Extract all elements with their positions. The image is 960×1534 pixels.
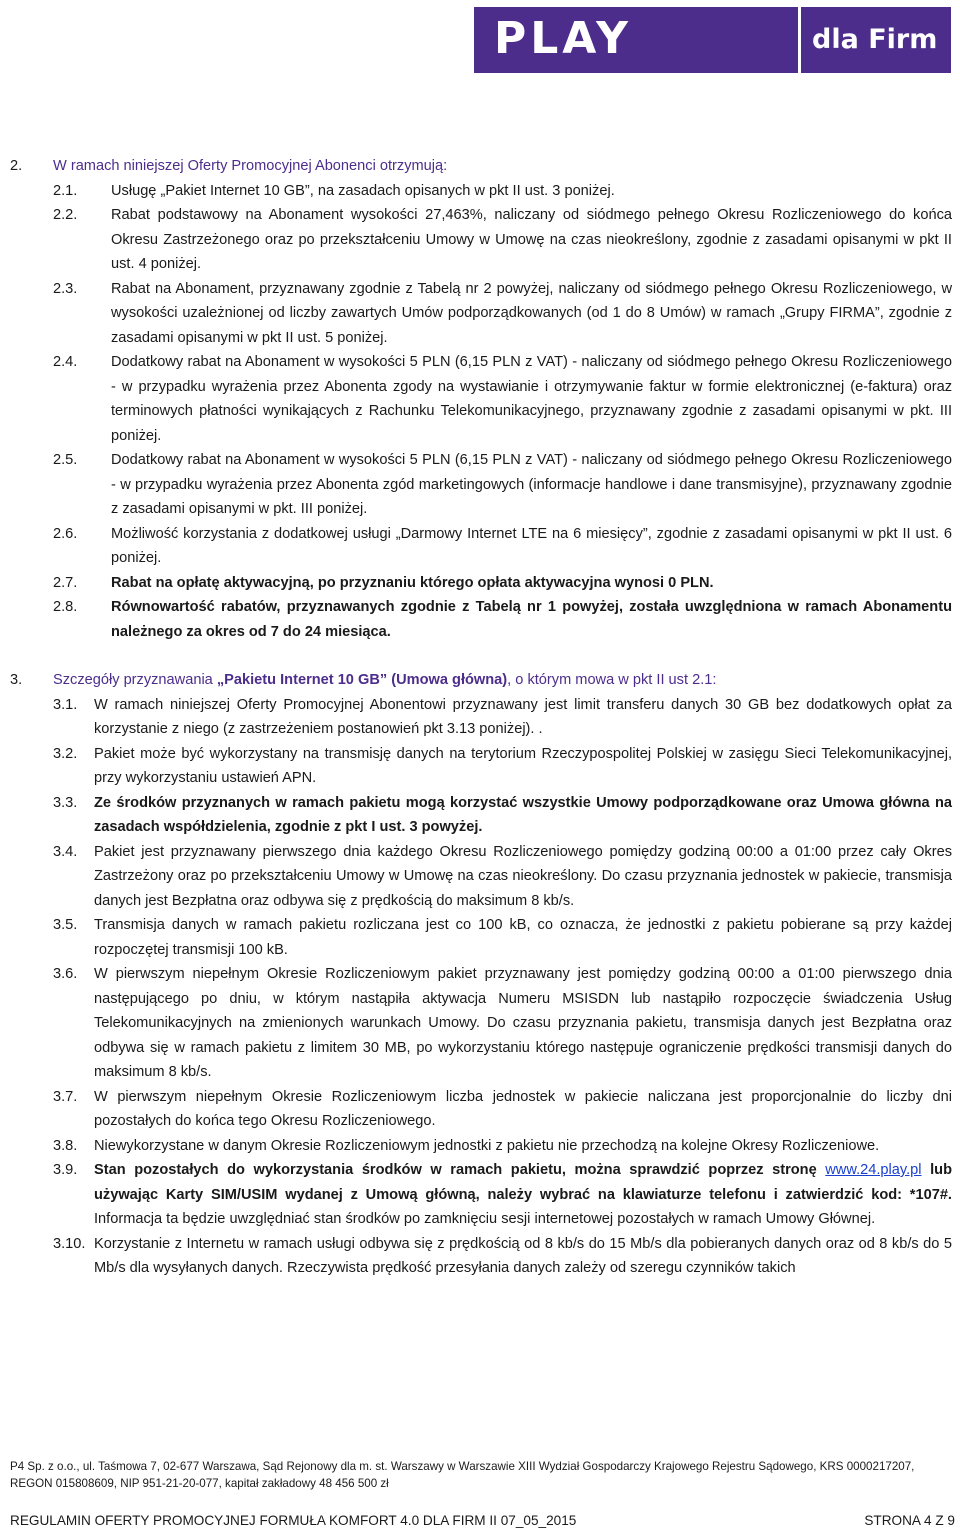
list-item [10, 1085, 952, 1134]
play-dla-firm-logo [474, 7, 951, 73]
item-number: 2.8. [53, 599, 78, 615]
list-item [10, 277, 952, 351]
section-title: W ramach niniejszej Oferty Promocyjnej Abonenci otrzymują: [53, 158, 448, 174]
item-text: Niewykorzystane w danym Okresie Rozliczeniowym jednostki z pakietu nie przechodzą na kolejne Okresy Rozliczeniowe. [94, 1137, 880, 1154]
item-number: 2.2. [53, 207, 78, 223]
item-number: 2.3. [53, 280, 78, 297]
logo-play-text: PLAY [494, 13, 632, 64]
document-body [10, 154, 952, 1281]
item-text: W ramach niniejszej Oferty Promocyjnej Abonentowi przyznawany jest limit transferu danych 30 GB bez dodatkowych opłat za korzystanie z niego (z zastrzeżeniem postanowień pkt 3.13 poniżej). . [94, 696, 952, 737]
item-text: Ze środków przyznanych w ramach pakietu mogą korzystać wszystkie Umowy podporządkowane oraz Umowa główna na zasadach współdzielenia, zgodnie z pkt I ust. 3 powyżej. [94, 794, 952, 835]
item-text: Usługę „Pakiet Internet 10 GB”, na zasadach opisanych w pkt II ust. 3 poniżej. [111, 182, 615, 199]
item-text: W pierwszym niepełnym Okresie Rozliczeniowym pakiet przyznawany jest pomiędzy godziną 00:00 a 01:00 pierwszego dnia następującego po dniu, w którym nastąpiła aktywacja Numeru MSISDN lub nastąpiło rozpoczęcie świadczenia Usług Telekomunikacyjnych na zmienionych warunkach Umowy. Do czasu przyznania pakietu, transmisja danych jest Bezpłatna oraz odbywa się w ramach pakietu z limitem 30 MB, po wykorzystaniu którego następuje ograniczenie prędkości transmisji danych do maksimum 8 kb/s. [94, 966, 952, 1080]
item-text: Korzystanie z Internetu w ramach usługi odbywa się z prędkością od 8 kb/s do 15 Mb/s dla pobieranych danych oraz od 8 kb/s do 5 Mb/s dla wysyłanych danych. Rzeczywista prędkość przesyłania danych zależy od szeregu czynników takich [94, 1235, 952, 1276]
list-item [10, 742, 952, 791]
section-3 [10, 668, 952, 693]
section-title [53, 672, 716, 688]
logo-sub-text: dla Firm [812, 24, 938, 55]
item-text: Pakiet jest przyznawany pierwszego dnia każdego Okresu Rozliczeniowego pomiędzy godziną 00:00 a 01:00 przez cały Okres Zastrzeżony oraz po przekształceniu Umowy w Umowę na czas nieokreślony. Do czasu przyznania jednostek w pakiecie, transmisja danych jest Bezpłatna oraz odbywa się z prędkością do maksimum 8 kb/s. [94, 843, 952, 909]
item-text: W pierwszym niepełnym Okresie Rozliczeniowym liczba jednostek w pakiecie naliczana jest proporcjonalnie do liczby dni pozostałych do końca tego Okresu Rozliczeniowego. [94, 1088, 952, 1129]
item-number: 3.4. [53, 843, 78, 860]
list-item [10, 179, 952, 204]
item-number: 3.6. [53, 966, 78, 982]
section-number: 3. [10, 672, 23, 688]
item-text: Rabat na Abonament, przyznawany zgodnie z Tabelą nr 2 powyżej, naliczany od siódmego pełnego Okresu Rozliczeniowego, w wysokości uzależnionej od liczby zawartych Umów podporządkowanych (od 1 do 8 Umów) w ramach „Grupy FIRMA”, zgodnie z zasadami opisanymi w pkt II ust. 5 poniżej. [111, 280, 952, 346]
document-title: REGULAMIN OFERTY PROMOCYJNEJ FORMUŁA KOMFORT 4.0 DLA FIRM II 07_05_2015 [10, 1513, 577, 1528]
item-number: 2.1. [53, 182, 78, 199]
list-item [10, 840, 952, 914]
footer-legal [10, 1458, 955, 1492]
list-item [10, 448, 952, 522]
item-text: Transmisja danych w ramach pakietu rozliczana jest co 100 kB, co oznacza, że jednostki z pakietu pobierane są przy każdej rozpoczętej transmisji 100 kB. [94, 917, 952, 958]
list-item [10, 913, 952, 962]
item-text: Dodatkowy rabat na Abonament w wysokości 5 PLN (6,15 PLN z VAT) - naliczany od siódmego pełnego Okresu Rozliczeniowego - w przypadku wyrażenia przez Abonenta zgód marketingowych (informacje handlowe i dane transmisyjne), przyznawany zgodnie z zasadami opisanymi w pkt. III poniżej. [111, 452, 952, 517]
item-number: 3.9. [53, 1162, 78, 1178]
item-text: Możliwość korzystania z dodatkowej usługi „Darmowy Internet LTE na 6 miesięcy”, zgodnie z zasadami opisanymi w pkt II ust. 6 poniżej. [111, 525, 952, 566]
item-number: 3.1. [53, 696, 78, 713]
item-number: 2.4. [53, 354, 78, 370]
section-title-pre: Szczegóły przyznawania [53, 672, 217, 688]
list-item [10, 522, 952, 571]
list-item [10, 1158, 952, 1232]
list-item [10, 571, 952, 596]
item-number: 3.2. [53, 745, 78, 762]
footer-legal-line-2: REGON 015808609, NIP 951-21-20-077, kapitał zakładowy 48 456 500 zł [10, 1477, 389, 1490]
play-24-link[interactable]: www.24.play.pl [825, 1162, 922, 1178]
item-text-bold-a: Stan pozostałych do wykorzystania środków w ramach pakietu, można sprawdzić poprzez stronę [94, 1162, 826, 1178]
item-number: 3.10. [53, 1235, 86, 1252]
item-text: Pakiet może być wykorzystany na transmisję danych na terytorium Rzeczypospolitej Polskiej w zasięgu Sieci Telekomunikacyjnej, przy wykorzystaniu ustawień APN. [94, 745, 952, 786]
section-title-post: , o którym mowa w pkt II ust 2.1: [507, 672, 717, 688]
page-number: STRONA 4 Z 9 [864, 1513, 955, 1528]
list-item [10, 791, 952, 840]
item-number: 2.7. [53, 574, 78, 591]
item-text-rest: Informacja ta będzie uwzględniać stan środków po zamknięciu sesji internetowej pozostałych w ramach Umowy Głównej. [94, 1211, 876, 1227]
item-number: 2.5. [53, 452, 78, 468]
list-item [10, 595, 952, 644]
item-number: 3.5. [53, 917, 78, 933]
footer-bar [10, 1512, 955, 1530]
item-number: 3.7. [53, 1088, 78, 1105]
list-item [10, 1232, 952, 1281]
item-text: Rabat na opłatę aktywacyjną, po przyznaniu którego opłata aktywacyjna wynosi 0 PLN. [111, 574, 714, 591]
item-text: Równowartość rabatów, przyznawanych zgodnie z Tabelą nr 1 powyżej, została uwzględniona w ramach Abonamentu należnego za okres od 7 do 24 miesiąca. [111, 599, 952, 640]
item-number: 2.6. [53, 525, 78, 542]
list-item [10, 693, 952, 742]
logo-divider [798, 7, 801, 73]
section-title-bold: „Pakietu Internet 10 GB” (Umowa główna) [216, 672, 508, 688]
list-item [10, 203, 952, 277]
footer-legal-line-1: P4 Sp. z o.o., ul. Taśmowa 7, 02-677 Warszawa, Sąd Rejonowy dla m. st. Warszawy w Warszawie XIII Wydział Gospodarczy Krajowego Rejestru Sądowego, KRS 0000217207, [10, 1460, 915, 1473]
item-text: Dodatkowy rabat na Abonament w wysokości 5 PLN (6,15 PLN z VAT) - naliczany od siódmego pełnego Okresu Rozliczeniowego - w przypadku wyrażenia przez Abonenta zgody na wystawianie i otrzymywanie faktur w formie elektronicznej (e-faktura) oraz terminowych płatności wynikających z Rachunku Telekomunikacyjnego, przyznawany zgodnie z zasadami opisanymi w pkt. III poniżej. [111, 354, 952, 444]
item-number: 3.3. [53, 794, 78, 811]
item-text: Rabat podstawowy na Abonament wysokości 27,463%, naliczany od siódmego pełnego Okresu Rozliczeniowego do końca Okresu Zastrzeżonego oraz po przekształceniu Umowy w Umowę na czas nieokreślony, zgodnie z zasadami opisanymi w pkt II ust. 4 poniżej. [111, 207, 952, 272]
item-text-bold-b: lub używając Karty SIM/USIM wydanej z Umową główną, należy wybrać na klawiaturze telefonu i zatwierdzić kod: *107#. [94, 1162, 952, 1203]
section-2 [10, 154, 952, 179]
list-item [10, 1134, 952, 1159]
list-item [10, 350, 952, 448]
section-number: 2. [10, 158, 23, 174]
list-item [10, 962, 952, 1085]
item-number: 3.8. [53, 1137, 78, 1154]
